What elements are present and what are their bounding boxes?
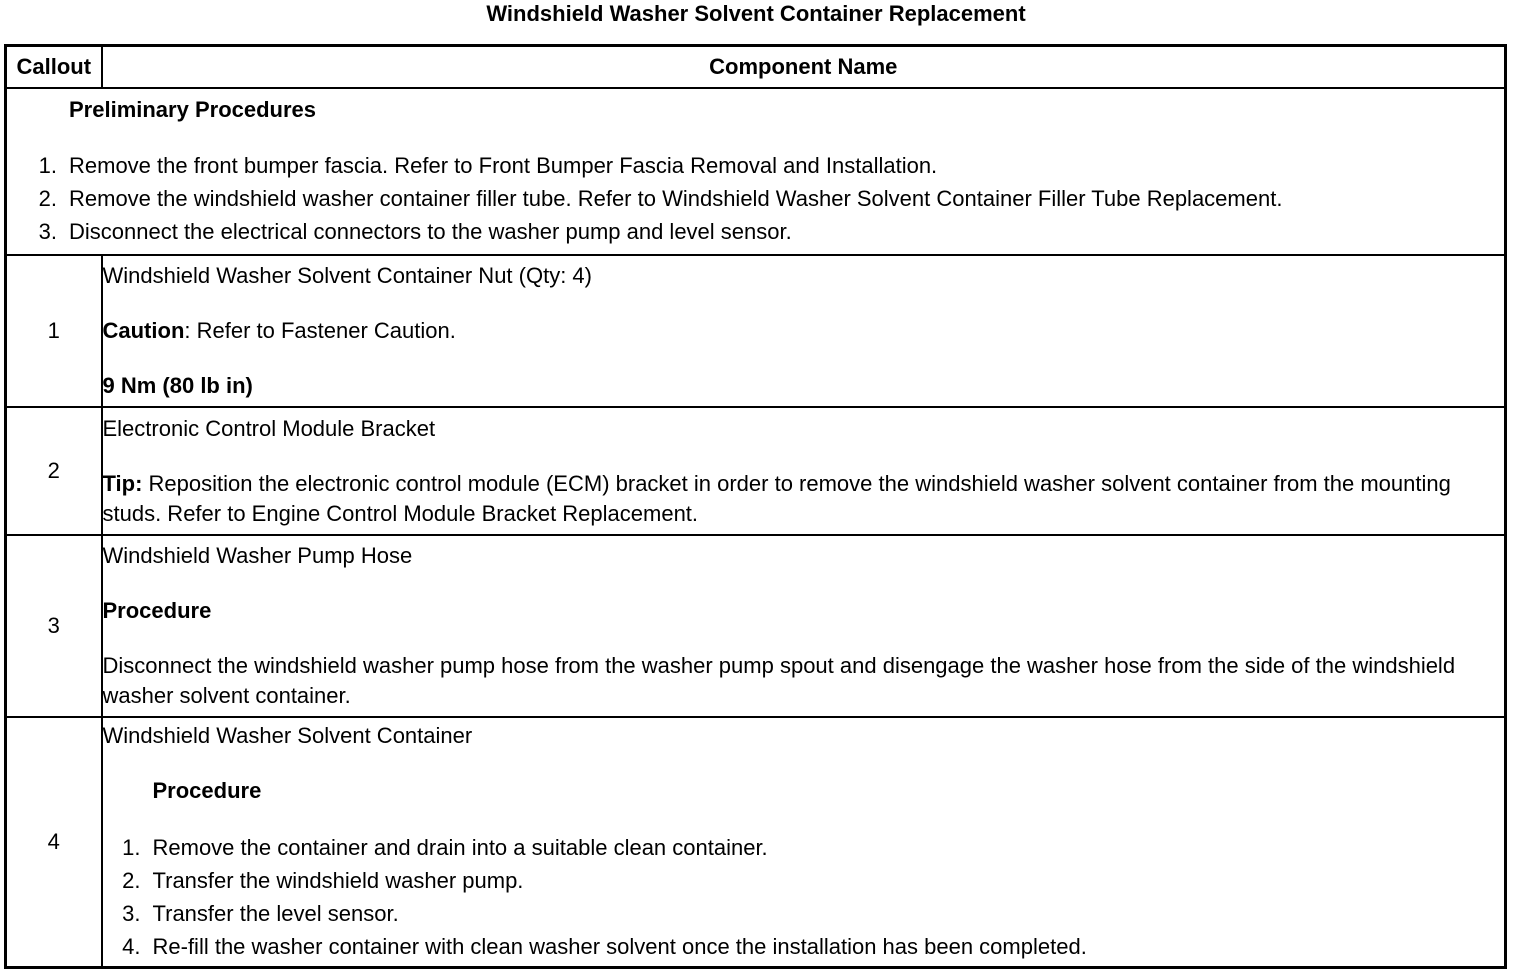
component-cell (102, 535, 1506, 717)
step-text: Remove the container and drain into a suitable clean container. (152, 834, 768, 860)
torque-spec: 9 Nm (80 lb in) (102, 373, 253, 398)
step-number: 3. (122, 900, 141, 926)
component-cell (102, 255, 1506, 407)
step-number: 1. (38, 153, 57, 178)
component-name-column-header: Component Name (102, 46, 1506, 89)
procedure-heading: Procedure (102, 598, 212, 623)
callout-number: 4 (6, 717, 102, 967)
caution-label: Caution (102, 318, 185, 343)
tip-note (103, 469, 1505, 529)
step-text: Re-fill the washer container with clean washer solvent once the installation has been completed. (152, 933, 1087, 959)
component-cell (102, 717, 1506, 967)
list-item (13, 215, 1496, 248)
procedure-steps-list (103, 831, 1505, 963)
caution-text: : Refer to Fastener Caution. (184, 318, 456, 343)
table-row (6, 535, 1506, 717)
list-item (103, 831, 1505, 864)
list-item (13, 182, 1496, 215)
component-name: Windshield Washer Solvent Container Nut (Qty: 4) (102, 263, 592, 288)
step-number: 4. (122, 933, 141, 959)
table-row (6, 717, 1506, 967)
procedure-text: Disconnect the windshield washer pump hose from the washer pump spout and disengage the washer hose from the side of the windshield washer solvent container. (102, 653, 1456, 708)
step-number: 1. (122, 834, 141, 860)
list-item (103, 930, 1505, 963)
list-item (13, 149, 1496, 182)
table-row (6, 407, 1506, 535)
step-text: Remove the front bumper fascia. Refer to Front Bumper Fascia Removal and Installation. (69, 153, 938, 178)
callout-number: 2 (6, 407, 102, 535)
component-cell (102, 407, 1506, 535)
table-row (6, 255, 1506, 407)
table-header-row (6, 46, 1506, 89)
callout-number: 3 (6, 535, 102, 717)
list-item (103, 864, 1505, 897)
callout-number: 1 (6, 255, 102, 407)
step-text: Transfer the level sensor. (152, 900, 399, 926)
step-text: Remove the windshield washer container filler tube. Refer to Windshield Washer Solvent Container Filler Tube Replacement. (69, 186, 1283, 211)
procedure-heading: Procedure (152, 777, 262, 803)
document-title: Windshield Washer Solvent Container Replacement (486, 1, 1026, 26)
caution-note (103, 316, 1505, 346)
preliminary-procedures-heading: Preliminary Procedures (69, 97, 317, 122)
step-number: 3. (38, 219, 57, 244)
preliminary-steps-list (13, 149, 1496, 248)
procedure-table (4, 44, 1507, 969)
tip-label: Tip: (102, 470, 143, 496)
callout-column-header: Callout (6, 46, 102, 89)
step-number: 2. (38, 186, 57, 211)
list-item (103, 897, 1505, 930)
step-text: Disconnect the electrical connectors to the washer pump and level sensor. (69, 219, 792, 244)
component-name: Windshield Washer Solvent Container (102, 722, 473, 748)
step-text: Transfer the windshield washer pump. (152, 867, 524, 893)
component-name: Windshield Washer Pump Hose (102, 543, 413, 568)
component-name: Electronic Control Module Bracket (102, 415, 436, 441)
tip-text: Reposition the electronic control module (ECM) bracket in order to remove the windshield washer solvent container from the mounting studs. Refer to Engine Control Module Bracket Replacement. (102, 470, 1451, 526)
step-number: 2. (122, 867, 141, 893)
preliminary-procedures-row (6, 88, 1506, 255)
preliminary-procedures-cell (6, 88, 1506, 255)
